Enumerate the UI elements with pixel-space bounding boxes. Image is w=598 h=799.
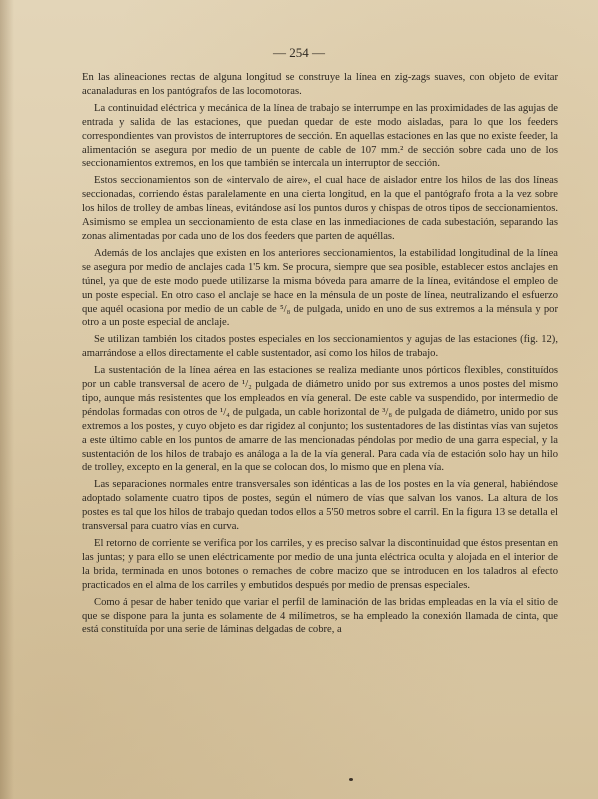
paragraph: Estos seccionamientos son de «intervalo de aire», el cual hace de aislador entre los hilos de las dos líneas seccionadas, corriendo éstas paralelamente en una cierta longitud, en la que el pantógrafo frota a la vez sobre los hilos de trolley de ambas líneas, evitándose así los puntos duros y chispas de otros tipos de seccionamientos. Asimismo se emplea un seccionamiento de esta clase en las inmediaciones de cada subestación, separando las zonas alimentadas por cada uno de los dos feeders que parten de aquéllas.	[82, 175, 558, 242]
paragraph: El retorno de corriente se verifica por los carriles, y es preciso salvar la discontinuidad que éstos presentan en las juntas; y para ello se unen eléctricamente por medio de una junta eléctrica oculta y alojada en el interior de la brida, terminada en unos botones o remaches de cobre macizo que se introducen en los taladros al efecto practicados en el alma de los carriles y embutidos después por medio de prensas especiales.	[82, 538, 558, 591]
page-number: — 254 —	[273, 45, 325, 60]
paragraph: Como á pesar de haber tenido que variar el perfil de laminación de las bridas empleadas en la vía el sitio de que se dispone para la junta es solamente de 4 milímetros, se ha empleado la conexión llamada de cinta, que está constituída por una serie de láminas delgadas de cobre, a	[82, 596, 558, 636]
paragraph: La sustentación de la línea aérea en las estaciones se realiza mediante unos pórticos flexibles, constituídos por un cable transversal de acero de ¹/₂ pulgada de diámetro unido por sus extremos a unos postes del mismo tipo, aunque más resistentes que los empleados en vía general. De este cable va suspendido, por intermedio de péndolas formadas con otros de ¹/₄ de pulgada, un cable horizontal de ³/₈ de pulgada de diámetro, unido por sus extremos a los postes, y cuyo objeto es dar rigidez al conjunto; los sustentadores de las distintas vías van sujetos a este último cable en los puntos de amarre de las mencionadas péndolas por medio de una garra especial, y la sustentación de los hilos de trabajo es análoga a la de la vía general. Para cada vía de estación solo hay un hilo de trolley, excepto en la general, en la que se colocan dos, lo mismo que en plena vía.	[82, 365, 558, 474]
paragraph: Se utilizan también los citados postes especiales en los seccionamientos y agujas de las estaciones (fig. 12), amarrándose a ellos directamente el cable sustentador, así como los hilos de trabajo.	[82, 334, 558, 360]
page-body	[82, 71, 558, 640]
ink-speck	[349, 778, 353, 781]
paragraph: En las alineaciones rectas de alguna longitud se construye la línea en zig-zags suaves, con objeto de evitar acanaladuras en los pantógrafos de las locomotoras.	[82, 72, 558, 97]
paragraph: Las separaciones normales entre transversales son idénticas a las de los postes en la vía general, habiéndose adoptado solamente cuatro tipos de postes, según el número de vías que salvan los vanos. La altura de los postes es tal que los hilos de trabajo quedan todos ellos a 5'50 metros sobre el carril. En la figura 13 se detalla el transversal para cuatro vías en curva.	[82, 479, 558, 533]
paragraph: La continuidad eléctrica y mecánica de la línea de trabajo se interrumpe en las proximidades de las agujas de entrada y salida de las estaciones, que puedan quedar de este modo aisladas, para lo que los feeders correspondientes van provistos de interruptores de sección. En aquellas estaciones en las que no existe feeder, la alimentación se asegura por medio de un puente de cable de 107 mm.² de sección sobre cada uno de los seccionamientos extremos, en los que también se intercala un interruptor de sección.	[82, 102, 558, 170]
paragraph: Además de los anclajes que existen en los anteriores seccionamientos, la estabilidad longitudinal de la línea se asegura por medio de anclajes cada 1'5 km. Se procura, siempre que sea posible, establecer estos anclajes en túnel, ya que de este modo puede utilizarse la misma bóveda para amarre de la línea, evitándose el empleo de un poste especial. En otro caso el anclaje se hace en la ménsula de un poste de línea, neutralizando el esfuerzo que aquél ocasiona por medio de un cable de ⁵/₈ de pulgada, unido en uno de sus extremos a la ménsula y por otro a un poste especial de anclaje.	[82, 247, 558, 329]
